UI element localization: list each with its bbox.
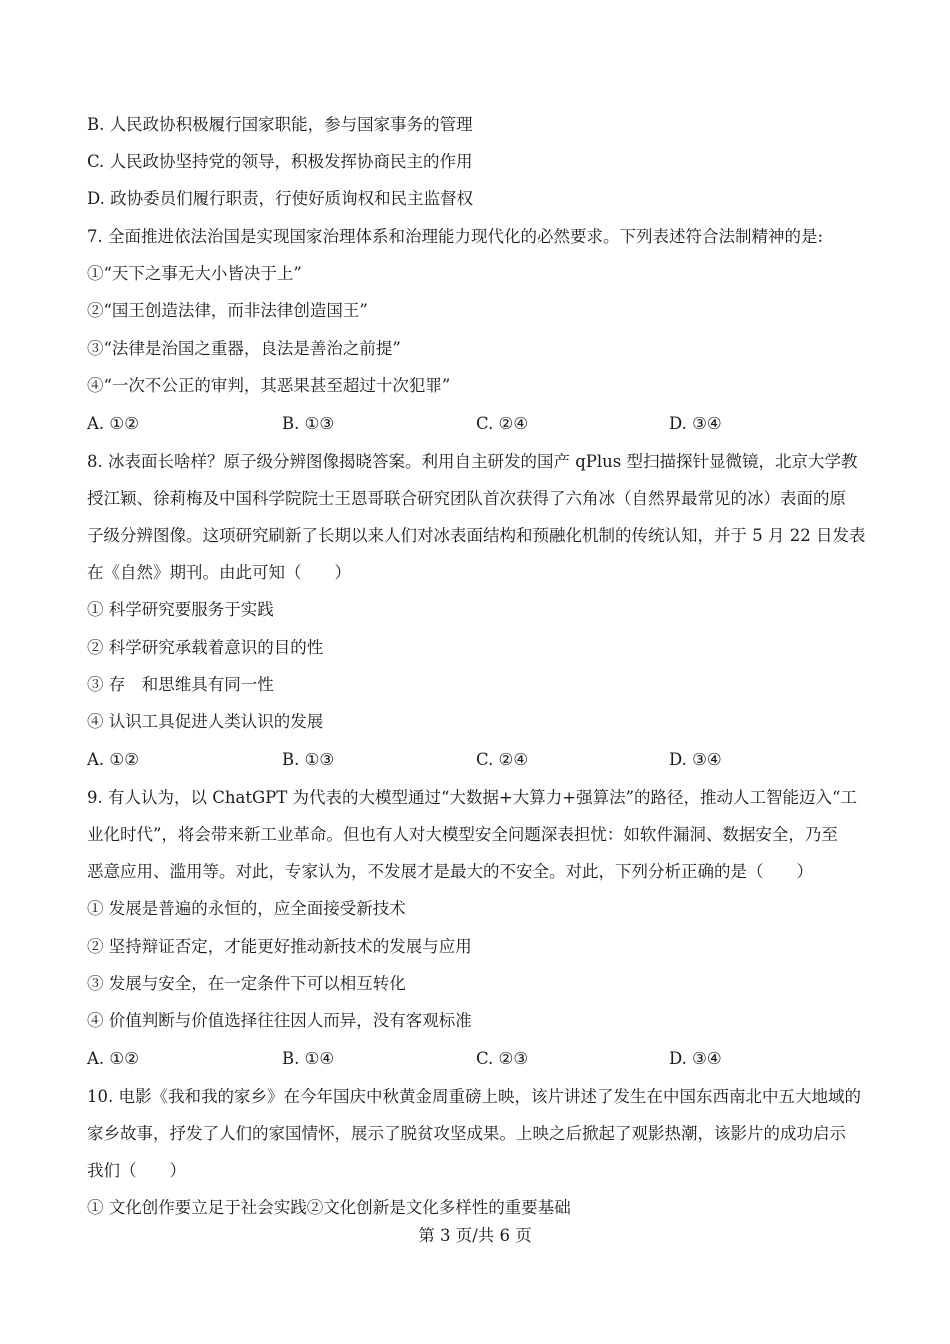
q8-item-2: ② 科学研究承载着意识的目的性 <box>87 638 324 657</box>
q9-choice-c: C. ②③ <box>476 1049 529 1068</box>
q8-item-4: ④ 认识工具促进人类认识的发展 <box>87 712 324 731</box>
q9-choice-b: B. ①④ <box>282 1049 335 1068</box>
q10-item-1: ① 文化创作要立足于社会实践②文化创新是文化多样性的重要基础 <box>87 1198 571 1217</box>
q9-stem-line-3: 恶意应用、滥用等。对此，专家认为，不发展才是最大的不安全。对此，下列分析正确的是（ ） <box>87 862 813 881</box>
q9-choices <box>87 1048 867 1070</box>
q8-item-3: ③ 存 和思维具有同一性 <box>87 675 274 694</box>
q7-item-3: ③“法律是治国之重器，良法是善治之前提” <box>87 339 401 358</box>
q9-item-2: ② 坚持辩证否定，才能更好推动新技术的发展与应用 <box>87 937 472 956</box>
q8-choice-d: D. ③④ <box>669 750 722 769</box>
q7-item-1: ①“天下之事无大小皆决于上” <box>87 264 302 283</box>
q9-choice-a: A. ①② <box>87 1049 139 1068</box>
q7-choices <box>87 413 867 435</box>
q6-option-c: C. 人民政协坚持党的领导，积极发挥协商民主的作用 <box>87 152 473 171</box>
q7-choice-a: A. ①② <box>87 414 139 433</box>
q8-stem-line-2: 授江颖、徐莉梅及中国科学院院士王恩哥联合研究团队首次获得了六角冰（自然界最常见的冰）表面的原 <box>87 489 846 508</box>
q7-item-2: ②“国王创造法律，而非法律创造国王” <box>87 301 368 320</box>
q8-choice-b: B. ①③ <box>282 750 335 769</box>
q10-stem-line-2: 家乡故事，抒发了人们的家国情怀，展示了脱贫攻坚成果。上映之后掀起了观影热潮，该影片的成功启示 <box>87 1124 846 1143</box>
q7-stem: 7. 全面推进依法治国是实现国家治理体系和治理能力现代化的必然要求。下列表述符合法制精神的是: <box>87 227 824 246</box>
q9-stem-line-1: 9. 有人认为，以 ChatGPT 为代表的大模型通过“大数据+大算力+强算法”的路径，推动人工智能迈入“工 <box>87 788 857 807</box>
q8-item-1: ① 科学研究要服务于实践 <box>87 600 274 619</box>
q7-choice-d: D. ③④ <box>669 414 722 433</box>
q8-stem-line-3: 子级分辨图像。这项研究刷新了长期以来人们对冰表面结构和预融化机制的传统认知，并于 5 月 22 日发表 <box>87 526 866 545</box>
q10-stem-line-3: 我们（ ） <box>87 1161 186 1180</box>
q10-stem-line-1: 10. 电影《我和我的家乡》在今年国庆中秋黄金周重磅上映，该片讲述了发生在中国东西南北中五大地域的 <box>87 1087 861 1106</box>
q9-item-4: ④ 价值判断与价值选择往往因人而异，没有客观标准 <box>87 1011 472 1030</box>
q8-stem-line-1: 8. 冰表面长啥样？原子级分辨图像揭晓答案。利用自主研发的国产 qPlus 型扫描探针显微镜，北京大学教 <box>87 452 858 471</box>
q8-choices <box>87 749 867 771</box>
q8-stem-line-4: 在《自然》期刊。由此可知（ ） <box>87 563 351 582</box>
q8-choice-c: C. ②④ <box>476 750 529 769</box>
q7-choice-b: B. ①③ <box>282 414 335 433</box>
q7-item-4: ④“一次不公正的审判，其恶果甚至超过十次犯罪” <box>87 376 451 395</box>
q7-choice-c: C. ②④ <box>476 414 529 433</box>
q9-item-1: ① 发展是普遍的永恒的，应全面接受新技术 <box>87 899 406 918</box>
q9-stem-line-2: 业化时代”，将会带来新工业革命。但也有人对大模型安全问题深表担忧：如软件漏洞、数据安全，乃至 <box>87 825 838 844</box>
q9-choice-d: D. ③④ <box>669 1049 722 1068</box>
q9-item-3: ③ 发展与安全，在一定条件下可以相互转化 <box>87 974 406 993</box>
page-number-footer: 第 3 页/共 6 页 <box>418 1226 532 1245</box>
q6-option-b: B. 人民政协积极履行国家职能，参与国家事务的管理 <box>87 115 473 134</box>
q6-option-d: D. 政协委员们履行职责，行使好质询权和民主监督权 <box>87 189 474 208</box>
q8-choice-a: A. ①② <box>87 750 139 769</box>
